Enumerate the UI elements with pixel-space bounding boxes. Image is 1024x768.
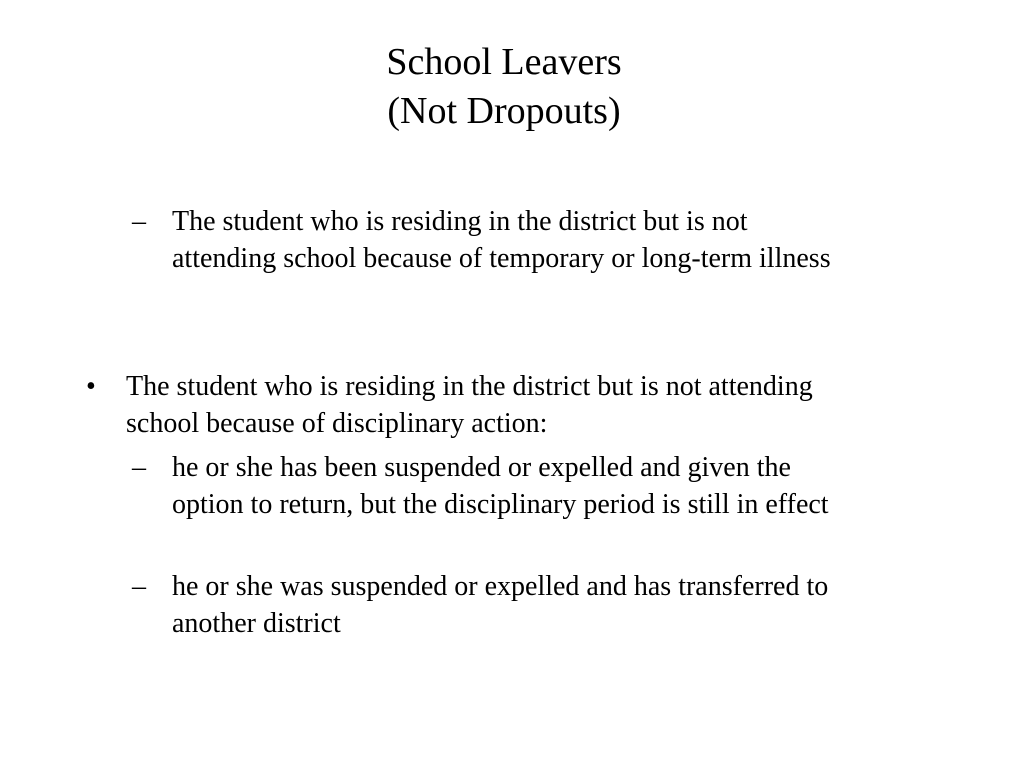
sub-bullet-text: he or she was suspended or expelled and has transferred to another district [172,571,829,639]
sub-bullet-text: The student who is residing in the district but is not attending school because of temporary or long-term illness [172,206,831,274]
bullet-disciplinary-action [86,368,846,442]
round-bullet-marker: • [86,371,96,402]
dash-bullet-marker: – [132,452,146,483]
sub-bullet-text: he or she has been suspended or expelled and given the option to return, but the disciplinary period is still in effect [172,452,829,520]
dash-bullet-marker: – [132,571,146,602]
sub-bullet-option-to-return [132,449,852,523]
slide-title [0,38,1008,136]
bullet-text: The student who is residing in the district but is not attending school because of disciplinary action: [126,371,813,439]
sub-bullet-transferred [132,568,852,642]
dash-bullet-marker: – [132,206,146,237]
slide-title-line-1: School Leavers [386,41,622,83]
sub-bullet-illness [132,203,852,277]
slide-title-line-2: (Not Dropouts) [387,90,621,132]
